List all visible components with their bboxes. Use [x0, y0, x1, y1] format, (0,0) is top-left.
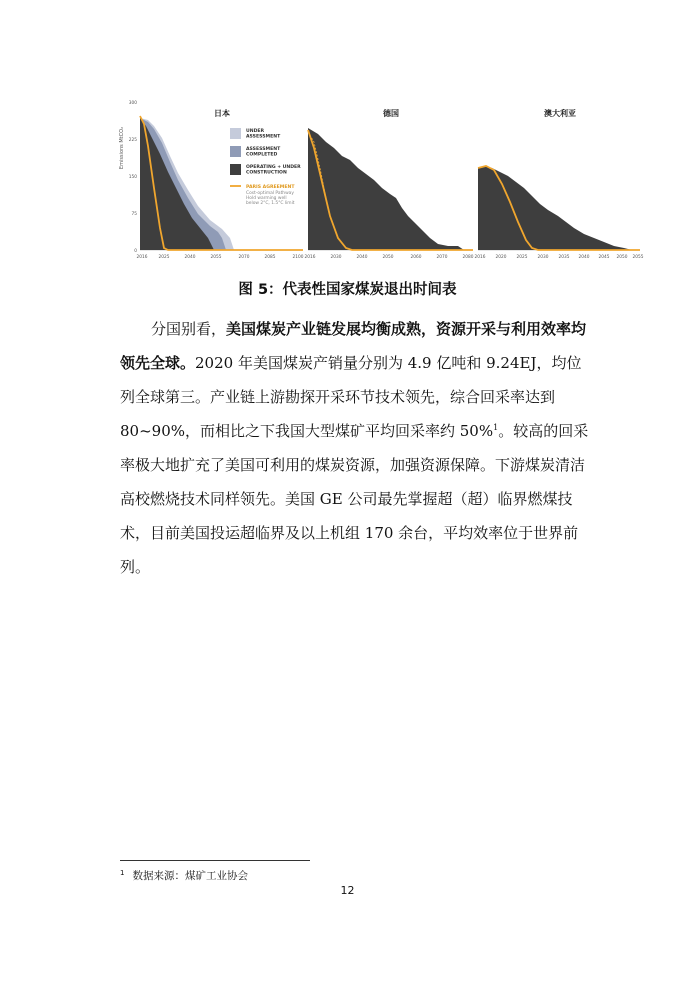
x-tick: 2016: [474, 255, 486, 260]
y-axis-label: Emissions MtCO₂: [119, 126, 125, 170]
x-tick: 2055: [210, 255, 222, 260]
x-tick: 2040: [184, 255, 196, 260]
y-tick-300: 300: [128, 101, 137, 106]
footnote-ref[interactable]: 1: [493, 423, 499, 432]
panel-japan: [137, 108, 304, 260]
panel-germany: [305, 108, 474, 260]
y-tick-75: 75: [131, 212, 137, 217]
x-tick: 2030: [537, 255, 549, 260]
x-tick: 2070: [238, 255, 250, 260]
paragraph-lead: 分国别看，: [151, 320, 227, 338]
panel-title-australia: 澳大利亚: [544, 109, 576, 118]
area-operating-germany: [308, 128, 464, 250]
x-tick: 2055: [632, 255, 644, 260]
paragraph-text-2: 。较高的回采率极大地扩充了美国可利用的煤炭资源，加强资源保障。下游煤炭清洁高校燃烧技术同样领先。美国 GE 公司最先掌握超（超）临界燃煤技术，目前美国投运超临界及以上机组 170 余台，平均效率位于世界前列。: [120, 422, 589, 576]
legend-label-under-assessment: UNDER ASSESSMENT: [246, 129, 281, 140]
legend-label-assessment-completed: ASSESSMENT COMPLETED: [246, 147, 281, 158]
x-tick: 2030: [330, 255, 342, 260]
footnote: [120, 868, 248, 883]
x-tick: 2016: [136, 255, 148, 260]
x-tick: 2050: [382, 255, 394, 260]
panel-title-germany: 德国: [383, 109, 399, 118]
x-tick: 2040: [578, 255, 590, 260]
figure-caption: 图 5：代表性国家煤炭退出时间表: [238, 282, 457, 298]
coal-exit-figure: [118, 98, 643, 266]
coal-exit-chart: [118, 98, 643, 266]
x-tick: 2040: [356, 255, 368, 260]
footnote-number: 1: [120, 868, 125, 877]
legend-swatch-under-assessment: [230, 128, 241, 139]
x-tick: 2025: [158, 255, 170, 260]
x-tick: 2085: [264, 255, 276, 260]
x-tick: 2080: [462, 255, 474, 260]
x-tick: 2060: [410, 255, 422, 260]
panel-title-japan: 日本: [214, 109, 230, 118]
area-operating-australia: [478, 166, 632, 250]
footnote-rule: [120, 860, 310, 861]
x-tick: 2020: [495, 255, 507, 260]
legend: [230, 128, 301, 206]
legend-label-paris: PARIS AGREEMENT: [246, 185, 295, 190]
legend-swatch-assessment-completed: [230, 146, 241, 157]
x-tick: 2025: [516, 255, 528, 260]
y-tick-0: 0: [134, 249, 137, 254]
x-tick: 2100: [292, 255, 304, 260]
body-paragraph: [120, 312, 590, 584]
x-tick: 2045: [598, 255, 610, 260]
x-tick: 2070: [436, 255, 448, 260]
y-tick-150: 150: [128, 175, 137, 180]
x-tick: 2035: [558, 255, 570, 260]
footnote-text: 数据来源：煤矿工业协会: [132, 870, 248, 882]
legend-label-operating: OPERATING + UNDER CONSTRUCTION: [246, 165, 301, 176]
x-tick: 2050: [616, 255, 628, 260]
x-tick: 2016: [304, 255, 316, 260]
paragraph-text-1: 2020 年美国煤炭产销量分别为 4.9 亿吨和 9.24EJ，均位列全球第三。产业链上游勘探开采环节技术领先，综合回采率达到 80~90%，而相比之下我国大型煤矿平均回采率约 50%: [120, 354, 582, 440]
paragraph-bold: 美国煤炭产业链发展均衡成熟，资源开采与利用效率均领先全球。: [120, 320, 587, 372]
y-tick-225: 225: [128, 138, 137, 143]
legend-swatch-operating: [230, 164, 241, 175]
panel-australia: [475, 108, 644, 260]
page-number: 12: [340, 884, 355, 897]
legend-sub-paris: Cost-optimal Pathway Hold warming well below 2°C, 1.5°C limit: [246, 191, 295, 206]
